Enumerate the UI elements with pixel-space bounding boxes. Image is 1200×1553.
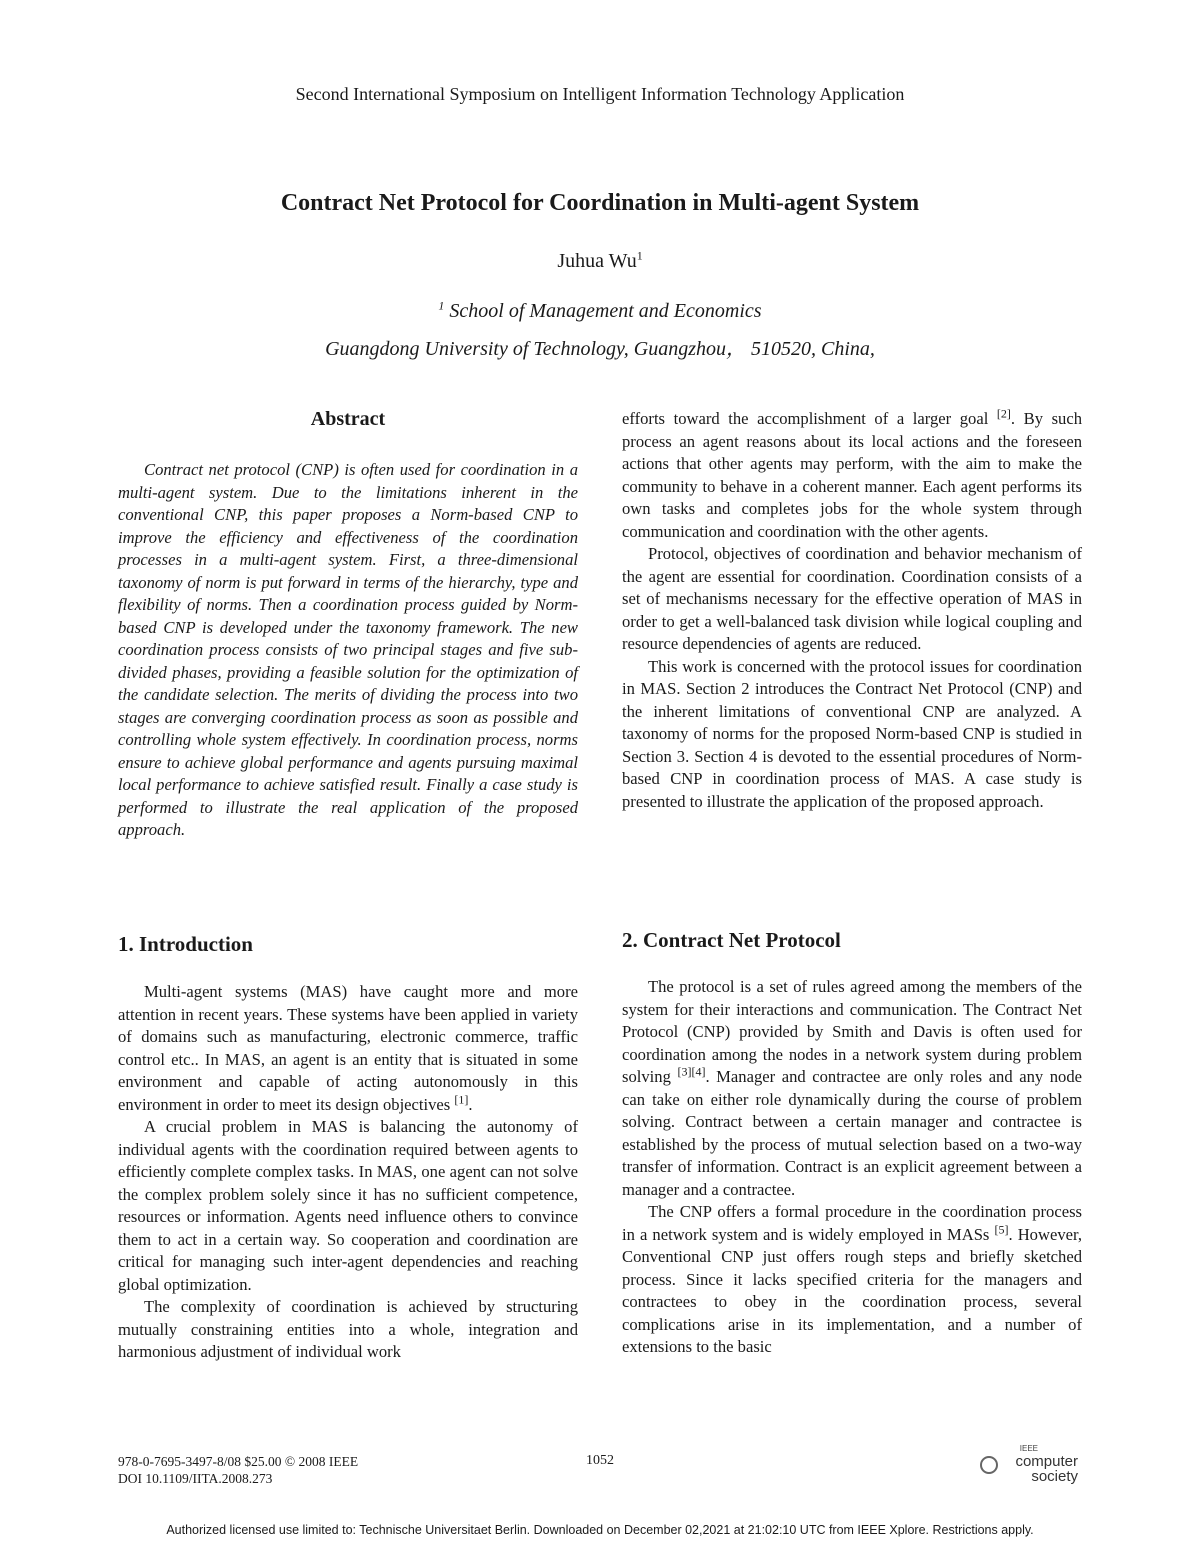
cnp-p2-text: The CNP offers a formal procedure in the coordination process in a network system and is widely employed in MASs: [622, 1202, 1082, 1244]
cnp-body: [622, 976, 1082, 1359]
cnp-p1-text: The protocol is a set of rules agreed among the members of the system for their interactions and communication. The Contract Net Protocol (CNP) provided by Smith and Davis is often used for coordination among the nodes in a network system during problem solving: [622, 977, 1082, 1086]
author-superscript: 1: [636, 248, 643, 263]
cnp-heading: 2. Contract Net Protocol: [622, 928, 841, 952]
right-p1-end: . By such process an agent reasons about its local actions and the foreseen actions that other agents may perform, with the aim to make the community to behave in a coherent manner. Each agent performs its own tasks and completes jobs for the whole system through communication and coordination with the other agents.: [622, 409, 1082, 541]
logo-line-2: society: [1031, 1468, 1078, 1485]
affiliation-superscript: 1: [438, 298, 445, 313]
abstract-heading: Abstract: [310, 408, 386, 430]
logo-mark-icon: [980, 1456, 998, 1474]
paper-title: Contract Net Protocol for Coordination in Multi-agent System: [280, 190, 920, 216]
citation-ref: [5]: [994, 1221, 1009, 1236]
conference-header: Second International Symposium on Intelligent Information Technology Application: [295, 84, 905, 104]
logo-line-1: computer: [1015, 1453, 1078, 1470]
cnp-p2-end: . However, Conventional CNP just offers rough steps and briefly sketched process. Since it lacks specified criteria for the managers and contractees to obey in the coordination process, several complications arise in its implementation, and a number of extensions to the basic: [622, 1224, 1082, 1356]
intro-paragraph-3: The complexity of coordination is achieved by structuring mutually constraining entities into a whole, integration and harmonious adjustment of individual work: [118, 1297, 578, 1361]
author-line: [0, 250, 1200, 273]
doi-line: DOI 10.1109/IITA.2008.273: [118, 1471, 273, 1486]
isbn-line: 978-0-7695-3497-8/08 $25.00 © 2008 IEEE: [118, 1454, 359, 1469]
citation-ref: [3][4]: [677, 1064, 706, 1079]
computer-society-logo: [960, 1444, 1080, 1484]
citation-ref: [2]: [996, 406, 1011, 421]
citation-ref: [1]: [454, 1091, 469, 1106]
cnp-paragraph-2: [622, 1201, 1082, 1359]
introduction-body: [118, 981, 578, 1364]
intro-p1-text: Multi-agent systems (MAS) have caught more and more attention in recent years. These systems have been applied in variety of domains such as manufacturing, electronic commerce, traffic control etc.. In MAS, an agent is an entity that is situated in some environment and capable of acting autonomously in this environment in order to meet its design objectives: [118, 982, 578, 1114]
author-name: Juhua Wu: [557, 250, 637, 272]
right-intro-paragraph-2: Protocol, objectives of coordination and behavior mechanism of the agent are essential for coordination. Coordination consists of a set of mechanisms necessary for the effective operation of MAS in order to get a well-balanced task division while logical coupling and resource dependencies of agents are reduced.: [622, 544, 1082, 653]
page-number: 1052: [586, 1453, 614, 1468]
intro-paragraph-1: [118, 981, 578, 1116]
right-intro-paragraph-3: This work is concerned with the protocol issues for coordination in MAS. Section 2 introduces the Contract Net Protocol (CNP) and the inherent limitations of conventional CNP are analyzed. A taxonomy of norms for the proposed Norm-based CNP is studied in Section 3. Section 4 is devoted to the essential procedures of Norm-based CNP in coordination process of MAS. A case study is presented to illustrate the application of the proposed approach.: [622, 656, 1082, 811]
cnp-p1-end: . Manager and contractee are only roles and any node can take on either role dynamically during the course of problem solving. Contract between a certain manager and contractee is established by the process of mutual selection based on a two-way transfer of information. Contract is an explicit agreement between a manager and a contractee.: [622, 1067, 1083, 1199]
intro-paragraph-2: A crucial problem in MAS is balancing the autonomy of individual agents with the coordination required between agents to efficiently complete complex tasks. In MAS, one agent can not solve the complex problem solely since it has no sufficient competence, resources or information. Agents need influence others to convince them to act in a certain way. So cooperation and coordination are critical for managing such inter-agent dependencies and reaching global optimization.: [118, 1117, 578, 1294]
right-p1-text: efforts toward the accomplishment of a larger goal: [622, 409, 997, 428]
right-intro-paragraph-1: [622, 408, 1082, 543]
right-intro-body: [622, 408, 1082, 813]
abstract-paragraph: Contract net protocol (CNP) is often used for coordination in a multi-agent system. Due to the limitations inherent in the conventional CNP, this paper proposes a Norm-based CNP to improve the efficiency and effectiveness of the coordination processes in a multi-agent system. First, a three-dimensional taxonomy of norm is put forward in terms of the hierarchy, type and flexibility of norms. Then a coordination process guided by Norm-based CNP is developed under the taxonomy framework. The new coordination process consists of two principal stages and five sub-divided phases, providing a feasible solution for the optimization of the candidate selection. The merits of dividing the process into two stages are converging coordination process as soon as possible and controlling whole system effectively. In coordination process, norms ensure to achieve global performance and agents pursuing maximal local performance to achieve satisfied result. Finally a case study is performed to illustrate the real application of the proposed approach.: [118, 460, 578, 839]
intro-p1-end: .: [468, 1094, 473, 1114]
abstract-body: [118, 459, 578, 842]
affiliation-line-1: [0, 300, 1200, 323]
cnp-paragraph-1: [622, 976, 1082, 1201]
logo-small-text: IEEE: [1019, 1444, 1038, 1453]
introduction-heading: 1. Introduction: [118, 932, 253, 956]
affiliation-line-2: Guangdong University of Technology, Guangzhou， 510520, China,: [325, 338, 875, 360]
authorization-notice: Authorized licensed use limited to: Technische Universitaet Berlin. Downloaded on December 02,2021 at 21:02:10 UTC from IEEE Xplore. Restrictions apply.: [166, 1523, 1034, 1537]
affiliation-school: School of Management and Economics: [449, 300, 762, 322]
